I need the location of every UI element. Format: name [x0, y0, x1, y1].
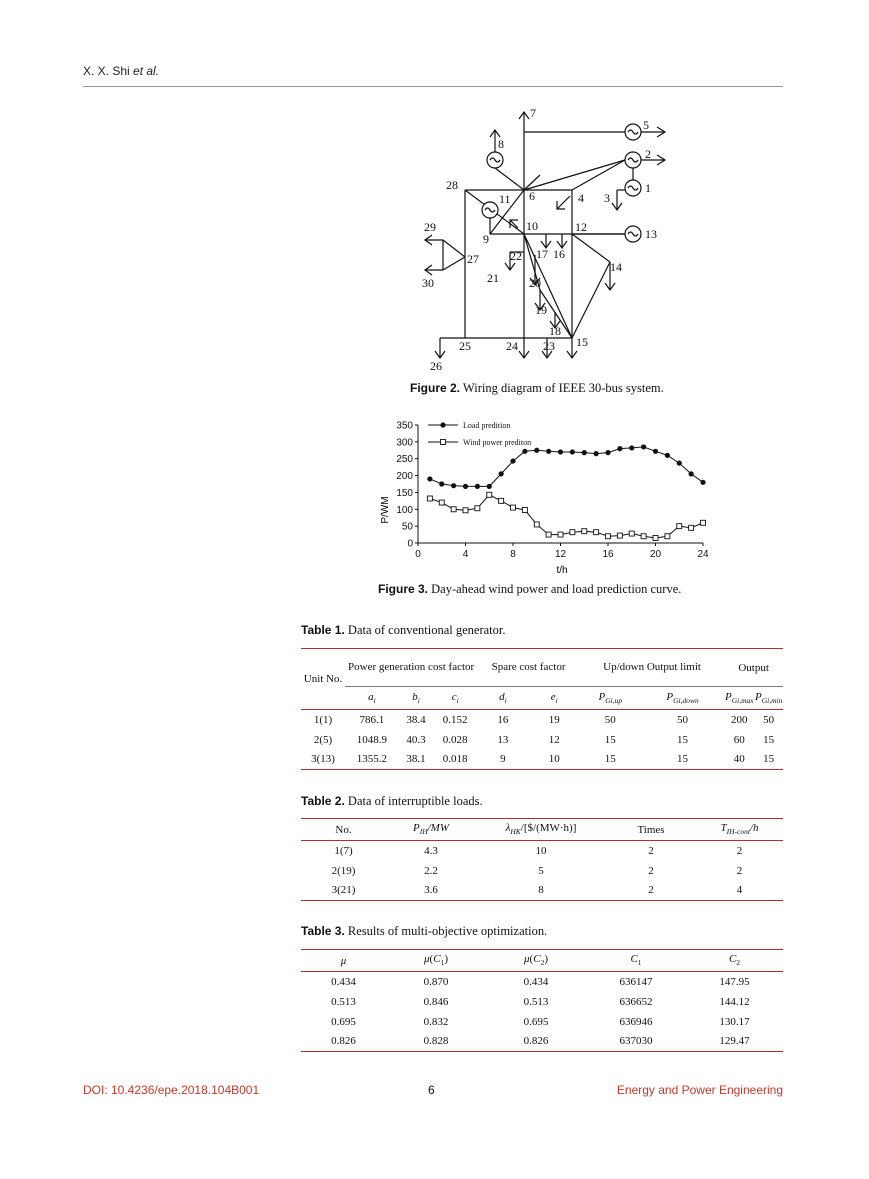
col-header: $P_{Gi,down}$	[666, 690, 699, 706]
y-tick-label: 150	[396, 487, 413, 499]
col-header: $\mu(C_1)$	[424, 953, 448, 968]
table-row	[301, 750, 783, 770]
legend-label: Load predition	[463, 421, 511, 430]
col-header: $C_2$	[728, 953, 741, 968]
col-header: $P_{IH}/MW$	[412, 822, 450, 837]
table-cell: 130.17	[719, 1015, 750, 1028]
table-cell: 3(21)	[331, 884, 356, 897]
table-cell: 50	[763, 713, 775, 726]
bus-label: 29	[424, 220, 436, 234]
y-tick-label: 200	[396, 471, 413, 483]
data-point	[653, 535, 658, 540]
bus-label: 25	[459, 339, 471, 353]
data-point	[582, 450, 587, 455]
table-cell: 15	[604, 753, 616, 766]
bus-label: 27	[467, 252, 479, 266]
table3-caption	[301, 924, 547, 939]
data-point	[511, 505, 516, 510]
data-point	[463, 484, 468, 489]
data-point	[629, 445, 634, 450]
table-cell: 3.6	[424, 884, 438, 897]
data-point	[534, 522, 539, 527]
table-cell: 0.832	[423, 1015, 449, 1028]
bus-label: 7	[530, 106, 536, 120]
bus-label: 8	[498, 137, 504, 151]
bus-label: 19	[535, 303, 547, 317]
bus-label: 1	[645, 181, 651, 195]
table-cell: 0.028	[442, 733, 468, 746]
table-row	[301, 710, 783, 730]
table3-body	[301, 972, 783, 1052]
table-cell: 60	[733, 733, 745, 746]
table-cell: 4.3	[424, 844, 438, 857]
series-line	[430, 495, 703, 538]
data-point	[629, 531, 634, 536]
data-point	[665, 453, 670, 458]
table2	[301, 818, 783, 901]
bus-label: 30	[422, 276, 434, 290]
data-point	[463, 508, 468, 513]
data-point	[594, 530, 599, 535]
data-point	[499, 498, 504, 503]
table-row	[301, 992, 783, 1012]
col-header: $T_{IH-cont}/h$	[720, 822, 759, 837]
data-point	[677, 460, 682, 465]
data-point	[534, 448, 539, 453]
bus-label: 6	[529, 189, 535, 203]
bus-label: 13	[645, 227, 657, 241]
bus-label: 14	[610, 260, 622, 274]
prediction-chart	[370, 415, 720, 580]
col-header: $b_i$	[412, 690, 420, 706]
col-header: $\lambda_{HK}/[\$/(MW\cdot h)]$	[505, 822, 577, 837]
data-point	[510, 458, 515, 463]
col-header: $e_i$	[550, 690, 558, 706]
x-tick-label: 24	[697, 549, 709, 560]
data-point	[605, 450, 610, 455]
col-header: $\mu(C_2)$	[524, 953, 548, 968]
table-cell: 9	[500, 753, 506, 766]
table-cell: 0.434	[523, 975, 549, 988]
table-cell: 3(13)	[311, 753, 335, 766]
table-cell: 0.695	[523, 1015, 549, 1028]
table-cell: 38.1	[406, 753, 426, 766]
table1	[301, 648, 783, 770]
table-cell: 13	[497, 733, 509, 746]
x-tick-label: 20	[649, 549, 662, 560]
table-cell: 0.695	[331, 1015, 356, 1028]
table-row	[301, 972, 783, 992]
data-point	[570, 530, 575, 535]
data-point	[617, 446, 622, 451]
col-header: Times	[637, 823, 665, 836]
table1-caption	[301, 623, 506, 638]
unit-no-header: Unit No.	[301, 649, 345, 710]
y-tick-label: 350	[396, 420, 413, 432]
table-cell: 5	[538, 864, 544, 877]
table-cell: 50	[677, 713, 689, 726]
figure3-caption-label: Figure 3.	[378, 582, 429, 596]
table-cell: 15	[677, 733, 689, 746]
table-cell: 1(1)	[313, 713, 333, 726]
group-header: Up/down Output limit	[580, 649, 724, 687]
table-cell: 8	[538, 884, 544, 897]
table-cell: 10	[535, 844, 547, 857]
table-cell: 0.870	[423, 975, 449, 988]
table-cell: 38.4	[406, 713, 426, 726]
col-header: $a_i$	[368, 690, 376, 706]
data-point	[451, 507, 456, 512]
footer-page-number: 6	[428, 1083, 435, 1097]
bus-label: 9	[483, 232, 489, 246]
table-cell: 2	[648, 884, 654, 897]
table-cell: 40	[733, 753, 745, 766]
table-row	[301, 1032, 783, 1052]
data-point	[689, 471, 694, 476]
table-cell: 2(5)	[313, 733, 333, 746]
table-cell: 129.47	[719, 1035, 750, 1048]
table-cell: 147.95	[719, 975, 750, 988]
data-point	[546, 532, 551, 537]
y-tick-label: 100	[396, 504, 413, 516]
y-tick-label: 0	[407, 538, 413, 550]
bus-label: 21	[487, 271, 499, 285]
col-header: $c_i$	[451, 690, 459, 706]
table-cell: 1355.2	[356, 753, 388, 766]
bus-label: 18	[549, 324, 561, 338]
col-header: $P_{Gi,min}$	[754, 690, 783, 706]
figure2-caption-text: Wiring diagram of IEEE 30-bus system.	[462, 381, 664, 395]
data-point	[487, 492, 492, 497]
col-header: $P_{Gi,up}$	[598, 690, 623, 706]
data-point	[558, 532, 563, 537]
header-author: X. X. Shi	[83, 64, 130, 78]
data-point	[700, 480, 705, 485]
data-point	[487, 484, 492, 489]
data-point	[475, 484, 480, 489]
data-point	[582, 529, 587, 534]
bus-label: 28	[446, 178, 458, 192]
bus-label: 5	[643, 118, 649, 132]
x-axis-label: t/h	[556, 565, 568, 576]
table-cell: 16	[497, 713, 509, 726]
table3-caption-label: Table 3.	[301, 924, 345, 938]
legend-label: Wind power prediton	[463, 438, 532, 447]
x-tick-label: 16	[602, 549, 614, 560]
table-cell: 15	[604, 733, 616, 746]
data-point	[570, 449, 575, 454]
legend-marker	[440, 422, 445, 427]
table-row	[301, 730, 783, 750]
y-tick-label: 300	[396, 437, 413, 449]
bus-label: 26	[430, 359, 442, 373]
data-point	[677, 524, 682, 529]
data-point	[499, 471, 504, 476]
data-point	[522, 507, 527, 512]
ieee30-wiring-diagram	[410, 100, 680, 375]
data-point	[558, 449, 563, 454]
data-point	[427, 476, 432, 481]
group-header: Output	[724, 649, 783, 687]
data-point	[665, 534, 670, 539]
table2-caption-label: Table 2.	[301, 794, 345, 808]
table-row	[301, 861, 783, 881]
data-point	[653, 449, 658, 454]
table-cell: 15	[763, 753, 775, 766]
y-axis-label: P/WM	[380, 496, 391, 524]
figure3-caption-text: Day-ahead wind power and load prediction curve.	[431, 582, 682, 596]
table-cell: 2(19)	[331, 864, 356, 877]
table-cell: 0.513	[523, 995, 549, 1008]
group-header: Power generation cost factor	[345, 649, 477, 687]
col-header: No.	[335, 823, 352, 836]
table-cell: 0.846	[423, 995, 449, 1008]
x-tick-label: 12	[554, 549, 567, 560]
table-cell: 12	[548, 733, 560, 746]
table-cell: 2	[736, 844, 743, 857]
table2-caption	[301, 794, 483, 809]
bus-label: 4	[578, 191, 584, 205]
col-header: μ	[340, 954, 347, 967]
bus-label: 24	[506, 339, 518, 353]
data-point	[439, 481, 444, 486]
bus-label: 22	[510, 249, 522, 263]
table-cell: 10	[548, 753, 560, 766]
table-cell: 1(7)	[334, 844, 353, 857]
bus-label: 11	[499, 192, 511, 206]
footer-doi: DOI: 10.4236/epe.2018.104B001	[83, 1083, 260, 1097]
figure2-caption-label: Figure 2.	[410, 381, 461, 395]
table-cell: 2	[648, 844, 654, 857]
table3	[301, 949, 783, 1052]
data-point	[617, 533, 622, 538]
bus-label: 15	[576, 335, 588, 349]
table-cell: 0.826	[331, 1035, 356, 1048]
series-line	[430, 447, 703, 486]
bus-label: 2	[645, 147, 651, 161]
table-cell: 144.12	[719, 995, 750, 1008]
table1-caption-text: Data of conventional generator.	[347, 623, 506, 637]
header-author-suffix: et al.	[133, 64, 160, 78]
table-cell: 4	[736, 884, 743, 897]
table2-body	[301, 841, 783, 901]
table-cell: 0.828	[423, 1035, 449, 1048]
bus-label: 23	[543, 339, 555, 353]
table-cell: 0.152	[442, 713, 468, 726]
figure3-caption	[378, 582, 681, 597]
table-cell: 1048.9	[356, 733, 388, 746]
col-header: $d_i$	[499, 690, 507, 706]
data-point	[594, 451, 599, 456]
data-point	[475, 506, 480, 511]
data-point	[427, 496, 432, 501]
data-point	[451, 483, 456, 488]
table-row	[301, 881, 783, 901]
table-cell: 2	[648, 864, 654, 877]
x-tick-label: 0	[415, 549, 421, 560]
table-cell: 15	[763, 733, 775, 746]
table1-caption-label: Table 1.	[301, 623, 345, 637]
col-header: $C_1$	[630, 953, 642, 968]
table-row	[301, 1012, 783, 1032]
running-header	[83, 64, 159, 78]
table3-caption-text: Results of multi-objective optimization.	[347, 924, 548, 938]
figure2-caption	[410, 381, 664, 396]
table-cell: 40.3	[406, 733, 426, 746]
table-cell: 200	[731, 713, 748, 726]
data-point	[701, 520, 706, 525]
table-cell: 786.1	[359, 713, 385, 726]
table-cell: 15	[677, 753, 689, 766]
table1-body	[301, 710, 783, 770]
bus-label: 16	[553, 247, 565, 261]
data-point	[641, 444, 646, 449]
table-cell: 636946	[619, 1015, 653, 1028]
data-point	[546, 449, 551, 454]
x-tick-label: 4	[462, 549, 469, 560]
table-cell: 2	[736, 864, 743, 877]
bus-label: 17	[536, 247, 548, 261]
data-point	[439, 500, 444, 505]
col-header: $P_{Gi,max}$	[724, 690, 754, 706]
table-cell: 0.018	[442, 753, 468, 766]
x-tick-label: 8	[510, 549, 516, 560]
table-cell: 636652	[619, 995, 653, 1008]
bus-label: 20	[529, 276, 541, 290]
table-row	[301, 841, 783, 861]
table-cell: 50	[604, 713, 616, 726]
bus-label: 3	[604, 191, 610, 205]
header-rule	[83, 86, 783, 87]
group-header: Spare cost factor	[477, 649, 580, 687]
table-cell: 19	[548, 713, 560, 726]
table-cell: 0.434	[331, 975, 356, 988]
footer-journal: Energy and Power Engineering	[616, 1083, 783, 1097]
table-cell: 2.2	[424, 864, 438, 877]
table-cell: 637030	[619, 1035, 653, 1048]
data-point	[606, 534, 611, 539]
legend-marker	[441, 440, 446, 445]
data-point	[522, 449, 527, 454]
table-cell: 0.513	[331, 995, 356, 1008]
table2-caption-text: Data of interruptible loads.	[347, 794, 483, 808]
data-point	[641, 534, 646, 539]
data-point	[689, 525, 694, 530]
bus-label: 10	[526, 219, 538, 233]
y-tick-label: 50	[401, 521, 413, 533]
bus-label: 12	[575, 220, 587, 234]
table-cell: 636147	[619, 975, 653, 988]
y-tick-label: 250	[396, 454, 413, 466]
table-cell: 0.826	[523, 1035, 549, 1048]
